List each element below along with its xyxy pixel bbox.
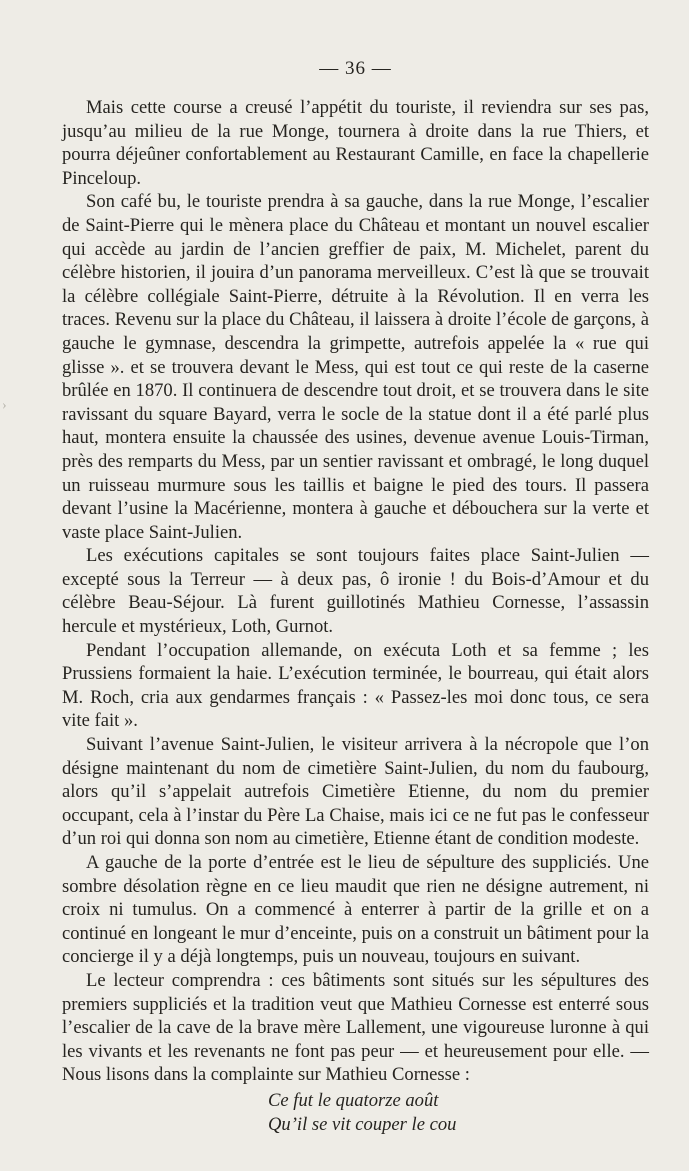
paragraph-6: A gauche de la porte d’entrée est le lieu de sépulture des suppliciés. Une sombre désolation règne en ce lieu maudit que rien ne désigne autrement, ni croix ni tumulus. On a commencé à enterrer à partir de la grille et on a continué en longeant le mur d’enceinte, puis on a construit un bâtiment pour la concierge il y a déjà longtemps, puis un nouveau, toujours en suivant. xyxy=(62,852,649,968)
verse-quote xyxy=(62,1089,649,1136)
margin-mark-icon: › xyxy=(2,398,7,413)
paragraph-5: Suivant l’avenue Saint-Julien, le visiteur arrivera à la nécropole que l’on désigne maintenant du nom de cimetière Saint-Julien, du nom du faubourg, alors qu’il s’appelait autrefois Cimetière Etienne, du nom du premier occupant, cela à l’instar du Père La Chaise, mais ici ce ne fut pas le confesseur d’un roi qui donna son nom au cimetière, Etienne étant de condition modeste. xyxy=(62,734,649,850)
verse-line-2: Qu’il se vit couper le cou xyxy=(268,1113,457,1135)
paragraph-3: Les exécutions capitales se sont toujours faites place Saint-Julien — excepté sous la Terreur — à deux pas, ô ironie ! du Bois-d’Amour et du célèbre Beau-Séjour. Là furent guillotinés Mathieu Cornesse, l’assassin hercule et mystérieux, Loth, Gurnot. xyxy=(62,545,649,638)
paragraph-1: Mais cette course a creusé l’appétit du touriste, il reviendra sur ses pas, jusqu’au milieu de la rue Monge, tournera à droite dans la rue Thiers, et pourra déjeûner confortablement au Restaurant Camille, en face la chapellerie Pinceloup. xyxy=(62,97,649,189)
paragraph-2: Son café bu, le touriste prendra à sa gauche, dans la rue Monge, l’escalier de Saint-Pierre qui le mènera place du Château et montant un nouvel escalier qui accède au jardin de l’ancien greffier de paix, M. Michelet, parent du célèbre historien, il jouira d’un panorama merveilleux. C’est là que se trouvait la célèbre collégiale Saint-Pierre, détruite à la Révolution. Il en verra les traces. Revenu sur la place du Château, il laissera à droite l’école de garçons, à gauche le gymnase, descendra la grimpette, autrefois appelée la « rue qui glisse ». et se trouvera devant le Mess, qui est tout ce qui reste de la caserne brûlée en 1870. Il continuera de descendre tout droit, et se trouvera dans le site ravissant du square Bayard, verra le socle de la statue dont il a été parlé plus haut, montera ensuite la chaussée des usines, devenue avenue Louis-Tirman, près des remparts du Mess, par un sentier ravissant et ombragé, le long duquel un ruisseau murmure sous les taillis et baigne le pied des tours. Il passera devant l’usine la Macérienne, montera à gauche et débouchera sur la verte et vaste place Saint-Julien. xyxy=(62,191,649,543)
verse-line-1: Ce fut le quatorze août xyxy=(268,1089,439,1111)
paragraph-7: Le lecteur comprendra : ces bâtiments sont situés sur les sépultures des premiers suppliciés et la tradition veut que Mathieu Cornesse est enterré sous l’escalier de la cave de la brave mère Lallement, une vigoureuse luronne à qui les vivants et les revenants ne font pas peur — et heureusement pour elle. — Nous lisons dans la complainte sur Mathieu Cornesse : xyxy=(62,969,649,1086)
page-number: — 36 — xyxy=(319,58,392,79)
body-text xyxy=(62,96,649,1087)
paragraph-4: Pendant l’occupation allemande, on exécuta Loth et sa femme ; les Prussiens formaient la haie. L’exécution terminée, le bourreau, qui était alors M. Roch, cria aux gendarmes français : « Passez-les moi donc tous, ce sera vite fait ». xyxy=(62,639,649,732)
